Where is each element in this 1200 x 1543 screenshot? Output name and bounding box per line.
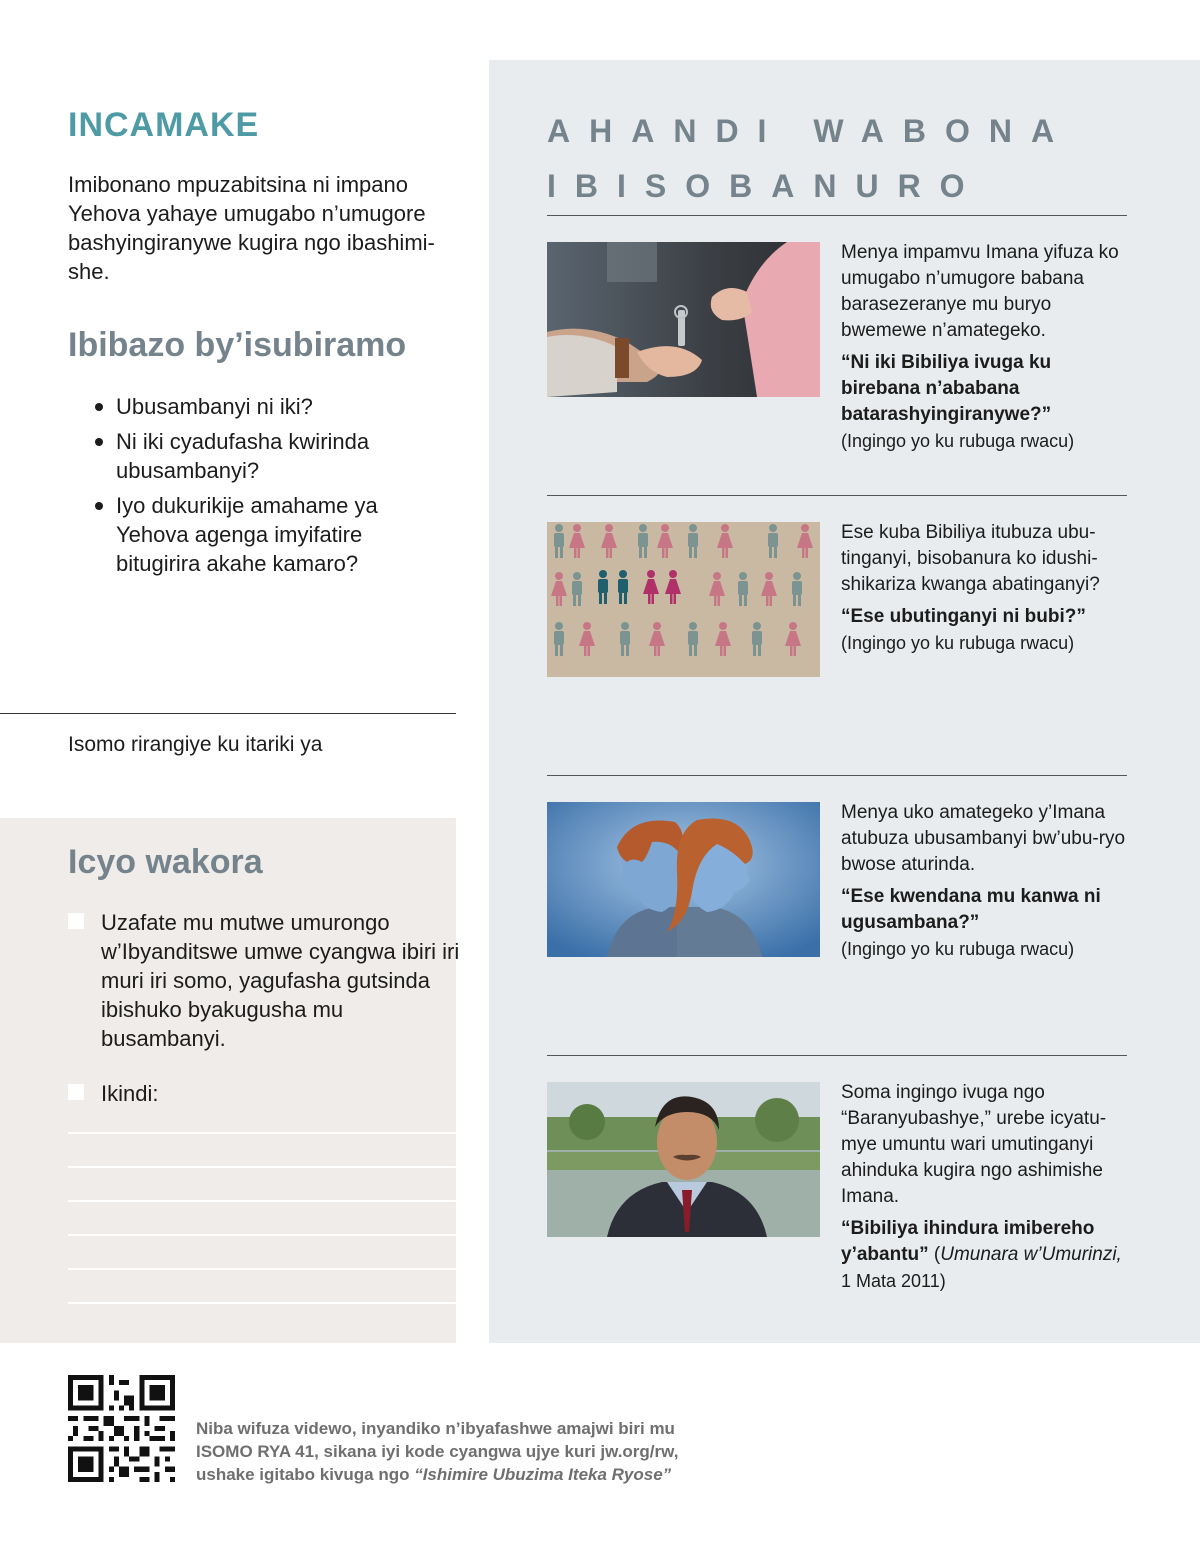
entry-description: Ese kuba Bibiliya itubuza ubu-tinganyi, bisobanura ko idushi-shikariza kwanga abatinganyi? — [841, 522, 1100, 595]
write-line[interactable] — [68, 1166, 456, 1168]
entry-source: (Ingingo yo ku rubuga rwacu) — [841, 633, 1075, 653]
book-title: “Ishimire Ubuzima Iteka Ryose” — [414, 1465, 672, 1484]
entry-link-title-text[interactable]: “Bibiliya ihindura imibereho y’abantu” — [841, 1218, 1095, 1265]
todo-title: Icyo wakora — [68, 843, 263, 881]
qr-code[interactable] — [68, 1375, 175, 1482]
people-icons-image[interactable] — [547, 522, 820, 677]
source-open: ( — [928, 1244, 941, 1265]
footer-text: Niba wifuza videwo, inyandiko n’ibyafashwe amajwi biri mu ISOMO RYA 41, sikana iyi kode cyangwa ujye kuri jw.org/rw, ushake igitabo kivuga ngo — [196, 1419, 679, 1484]
entry-link-title[interactable]: “Ni iki Bibiliya ivuga ku birebana n’ababana batarashyingiranywe?” — [841, 352, 1052, 425]
review-question: Ni iki cyadufasha kwirinda ubusambanyi? — [68, 427, 448, 485]
entry-description: Menya impamvu Imana yifuza ko umugabo n’umugore babana barasezeranye mu buryo bwemewe n’amategeko. — [841, 242, 1119, 341]
entry-source: (Ingingo yo ku rubuga rwacu) — [841, 939, 1075, 959]
checkbox[interactable] — [68, 913, 84, 929]
related-entry — [841, 240, 1131, 454]
write-line[interactable] — [68, 1268, 456, 1270]
entry-source: 1 Mata 2011) — [841, 1271, 946, 1291]
checkbox[interactable] — [68, 1084, 84, 1100]
divider — [0, 713, 456, 714]
source-publication: Umunara w’Umurinzi, — [940, 1244, 1122, 1265]
related-entry — [841, 800, 1131, 962]
write-line[interactable] — [68, 1302, 456, 1304]
entry-description: Soma ingingo ivuga ngo “Baranyubashye,” urebe icyatu-mye umuntu wari umutinganyi ahinduka kugira ngo ashimishe Imana. — [841, 1082, 1107, 1207]
divider — [547, 215, 1127, 216]
keys-handover-image[interactable] — [547, 242, 820, 397]
entry-link-title[interactable] — [841, 1216, 1131, 1268]
summary-text: Imibonano mpuzabitsina ni impano Yehova yahaye umugabo n’umugore bashyingiranywe kugira ngo ibashimi-she. — [68, 172, 435, 284]
man-portrait-image[interactable] — [547, 1082, 820, 1237]
related-entry — [841, 520, 1131, 656]
completion-date-label: Isomo rirangiye ku itariki ya — [68, 733, 323, 756]
write-line[interactable] — [68, 1234, 456, 1236]
entry-description: Menya uko amategeko y’Imana atubuza ubusambanyi bw’ubu-ryo bwose aturinda. — [841, 802, 1126, 875]
entry-source: (Ingingo yo ku rubuga rwacu) — [841, 431, 1075, 451]
todo-item-other[interactable] — [68, 1079, 471, 1108]
write-line[interactable] — [68, 1200, 456, 1202]
divider — [547, 1055, 1127, 1056]
entry-link-title[interactable]: “Ese ubutinganyi ni bubi?” — [841, 606, 1086, 627]
todo-item-text: Uzafate mu mutwe umurongo w’Ibyanditswe umwe cyangwa ibiri iri muri iri somo, yagufasha gutsinda ibishuko byakugusha mu busambanyi. — [101, 910, 460, 1051]
couple-illustration-image[interactable] — [547, 802, 820, 957]
review-question: Iyo dukurikije amahame ya Yehova agenga imyifatire bitugirira akahe kamaro? — [68, 491, 448, 578]
summary-title: INCAMAKE — [68, 106, 260, 144]
divider — [547, 495, 1127, 496]
todo-item-text: Ikindi: — [101, 1081, 159, 1106]
review-question: Ubusambanyi ni iki? — [68, 392, 448, 421]
write-line[interactable] — [68, 1132, 456, 1134]
entry-link-title[interactable]: “Ese kwendana mu kanwa ni ugusambana?” — [841, 886, 1101, 933]
related-title: AHANDI WABONA IBISOBANURO — [547, 113, 1072, 204]
divider — [547, 775, 1127, 776]
related-entry — [841, 1080, 1131, 1294]
review-title: Ibibazo by’isubiramo — [68, 326, 407, 364]
todo-item-memorize[interactable] — [68, 908, 471, 1053]
review-questions-list — [68, 392, 448, 584]
footer-note — [196, 1417, 716, 1486]
